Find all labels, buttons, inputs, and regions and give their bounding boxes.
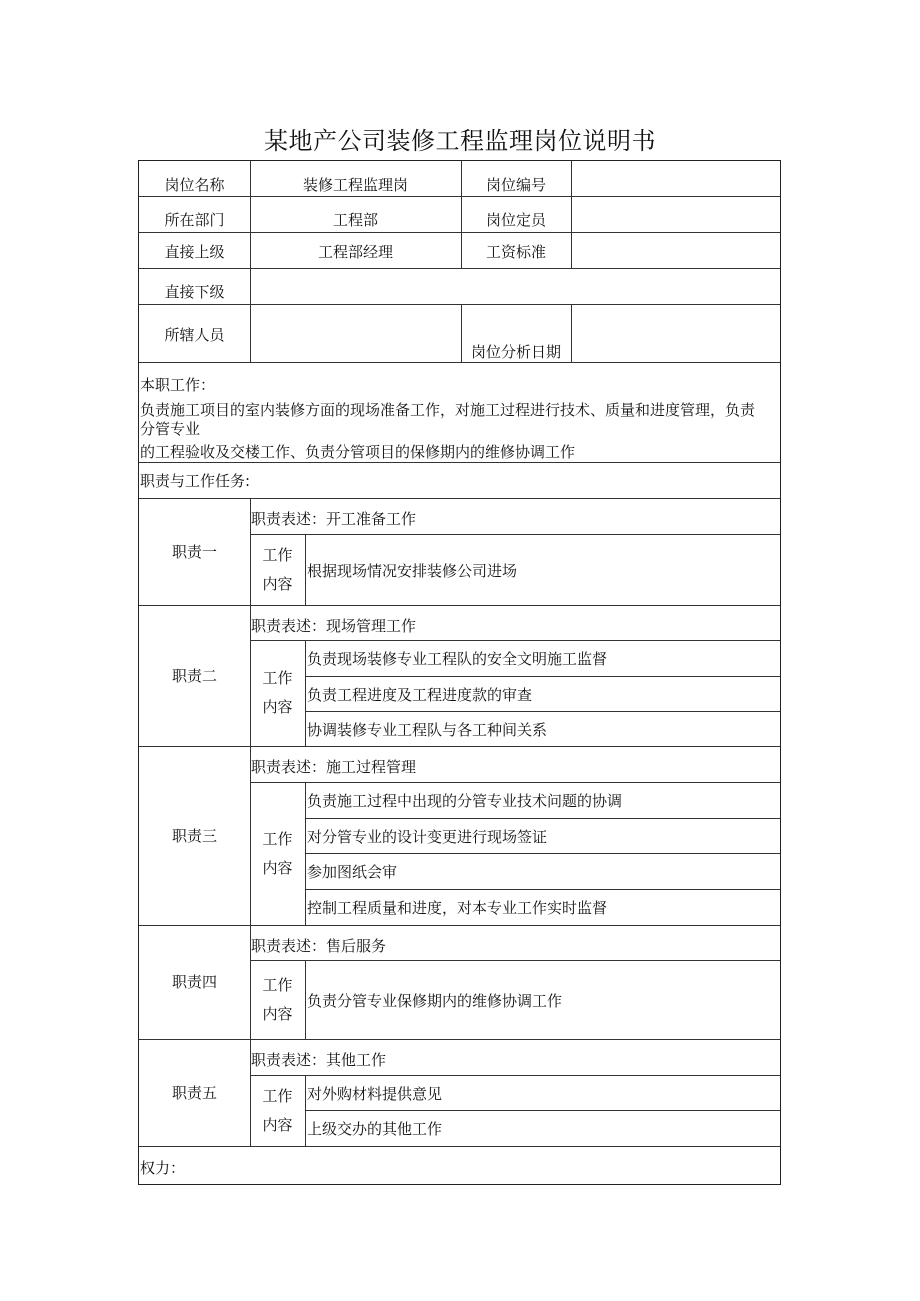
duty-task: 协调装修专业工程队与各工种间关系 (307, 720, 548, 739)
quota-label: 岗位定员 (485, 211, 546, 229)
row-rule (250, 534, 780, 535)
col-rule (305, 534, 306, 605)
row-rule (305, 711, 780, 712)
staff-label: 所辖人员 (164, 326, 225, 344)
duty-statement: 职责表述：现场管理工作 (251, 616, 417, 635)
subordinate-label: 直接下级 (164, 283, 225, 301)
document-title: 某地产公司装修工程监理岗位说明书 (264, 127, 656, 155)
row-rule (305, 818, 780, 819)
row-rule (139, 1146, 780, 1147)
duty-task: 参加图纸会审 (307, 863, 398, 881)
authority-label: 权力： (140, 1159, 186, 1177)
dept-value: 工程部 (332, 211, 378, 229)
job-summary-line-3: 的工程验收及交楼工作、负责分管项目的保修期内的维修协调工作 (140, 443, 576, 461)
work-content-label: 工作 (262, 975, 293, 994)
job-summary-line-2: 分管专业 (140, 420, 201, 438)
work-content-label: 工作 (262, 669, 293, 687)
row-rule (305, 889, 780, 890)
duty-name: 职责一 (171, 542, 217, 561)
salary-label: 工资标准 (485, 243, 546, 261)
work-content-label: 内容 (262, 1115, 293, 1134)
superior-label: 直接上级 (164, 243, 225, 261)
post-no-label: 岗位编号 (485, 176, 546, 194)
work-content-label: 内容 (262, 574, 293, 593)
work-content-label: 内容 (262, 698, 293, 716)
duty-name: 职责五 (171, 1083, 217, 1102)
job-summary-line-1: 负责施工项目的室内装修方面的现场准备工作，对施工过程进行技术、质量和进度管理，负责 (140, 401, 756, 419)
analysis-date-label: 岗位分析日期 (470, 343, 561, 361)
row-rule (139, 746, 780, 747)
row-rule (139, 268, 780, 269)
job-description-table (138, 160, 781, 1185)
work-content-label: 工作 (262, 545, 293, 564)
duty-task: 负责分管专业保修期内的维修协调工作 (307, 991, 563, 1010)
col-rule (305, 960, 306, 1039)
dept-label: 所在部门 (164, 211, 225, 229)
row-rule (139, 498, 780, 499)
row-rule (305, 676, 780, 677)
row-rule (250, 1075, 780, 1076)
row-rule (250, 960, 780, 961)
duty-statement: 职责表述：施工过程管理 (251, 758, 417, 776)
col-rule (305, 640, 306, 746)
superior-value: 工程部经理 (317, 243, 393, 261)
row-rule (305, 1110, 780, 1111)
duty-task: 上级交办的其他工作 (307, 1120, 443, 1138)
col-rule (571, 161, 572, 268)
row-rule (139, 925, 780, 926)
duty-task: 根据现场情况安排装修公司进场 (307, 561, 518, 580)
row-rule (139, 605, 780, 606)
duty-statement: 职责表述：其他工作 (251, 1051, 387, 1069)
row-rule (139, 362, 780, 363)
work-content-label: 工作 (262, 1086, 293, 1105)
duty-task: 负责施工过程中出现的分管专业技术问题的协调 (307, 792, 623, 810)
post-name-value: 装修工程监理岗 (302, 176, 408, 194)
duty-statement: 职责表述：开工准备工作 (251, 510, 417, 528)
row-rule (139, 462, 780, 463)
row-rule (305, 853, 780, 854)
work-content-label: 内容 (262, 858, 293, 877)
duties-heading: 职责与工作任务: (140, 472, 251, 490)
col-rule (571, 304, 572, 362)
duty-task: 对分管专业的设计变更进行现场签证 (307, 827, 548, 846)
row-rule (250, 782, 780, 783)
duty-statement: 职责表述：售后服务 (251, 936, 387, 955)
row-rule (139, 1039, 780, 1040)
duty-task: 负责现场装修专业工程队的安全文明施工监督 (307, 650, 608, 668)
post-name-label: 岗位名称 (164, 176, 225, 194)
row-rule (139, 232, 780, 233)
row-rule (139, 304, 780, 305)
duty-name: 职责四 (171, 973, 217, 991)
job-summary-label: 本职工作： (140, 376, 216, 394)
duty-name: 职责二 (171, 666, 217, 685)
duty-task: 负责工程进度及工程进度款的审查 (307, 685, 533, 704)
duty-name: 职责三 (171, 826, 217, 845)
work-content-label: 内容 (262, 1004, 293, 1023)
duty-task: 控制工程质量和进度，对本专业工作实时监督 (307, 899, 608, 917)
row-rule (250, 640, 780, 641)
work-content-label: 工作 (262, 829, 293, 848)
duty-task: 对外购材料提供意见 (307, 1084, 443, 1103)
row-rule (139, 196, 780, 197)
